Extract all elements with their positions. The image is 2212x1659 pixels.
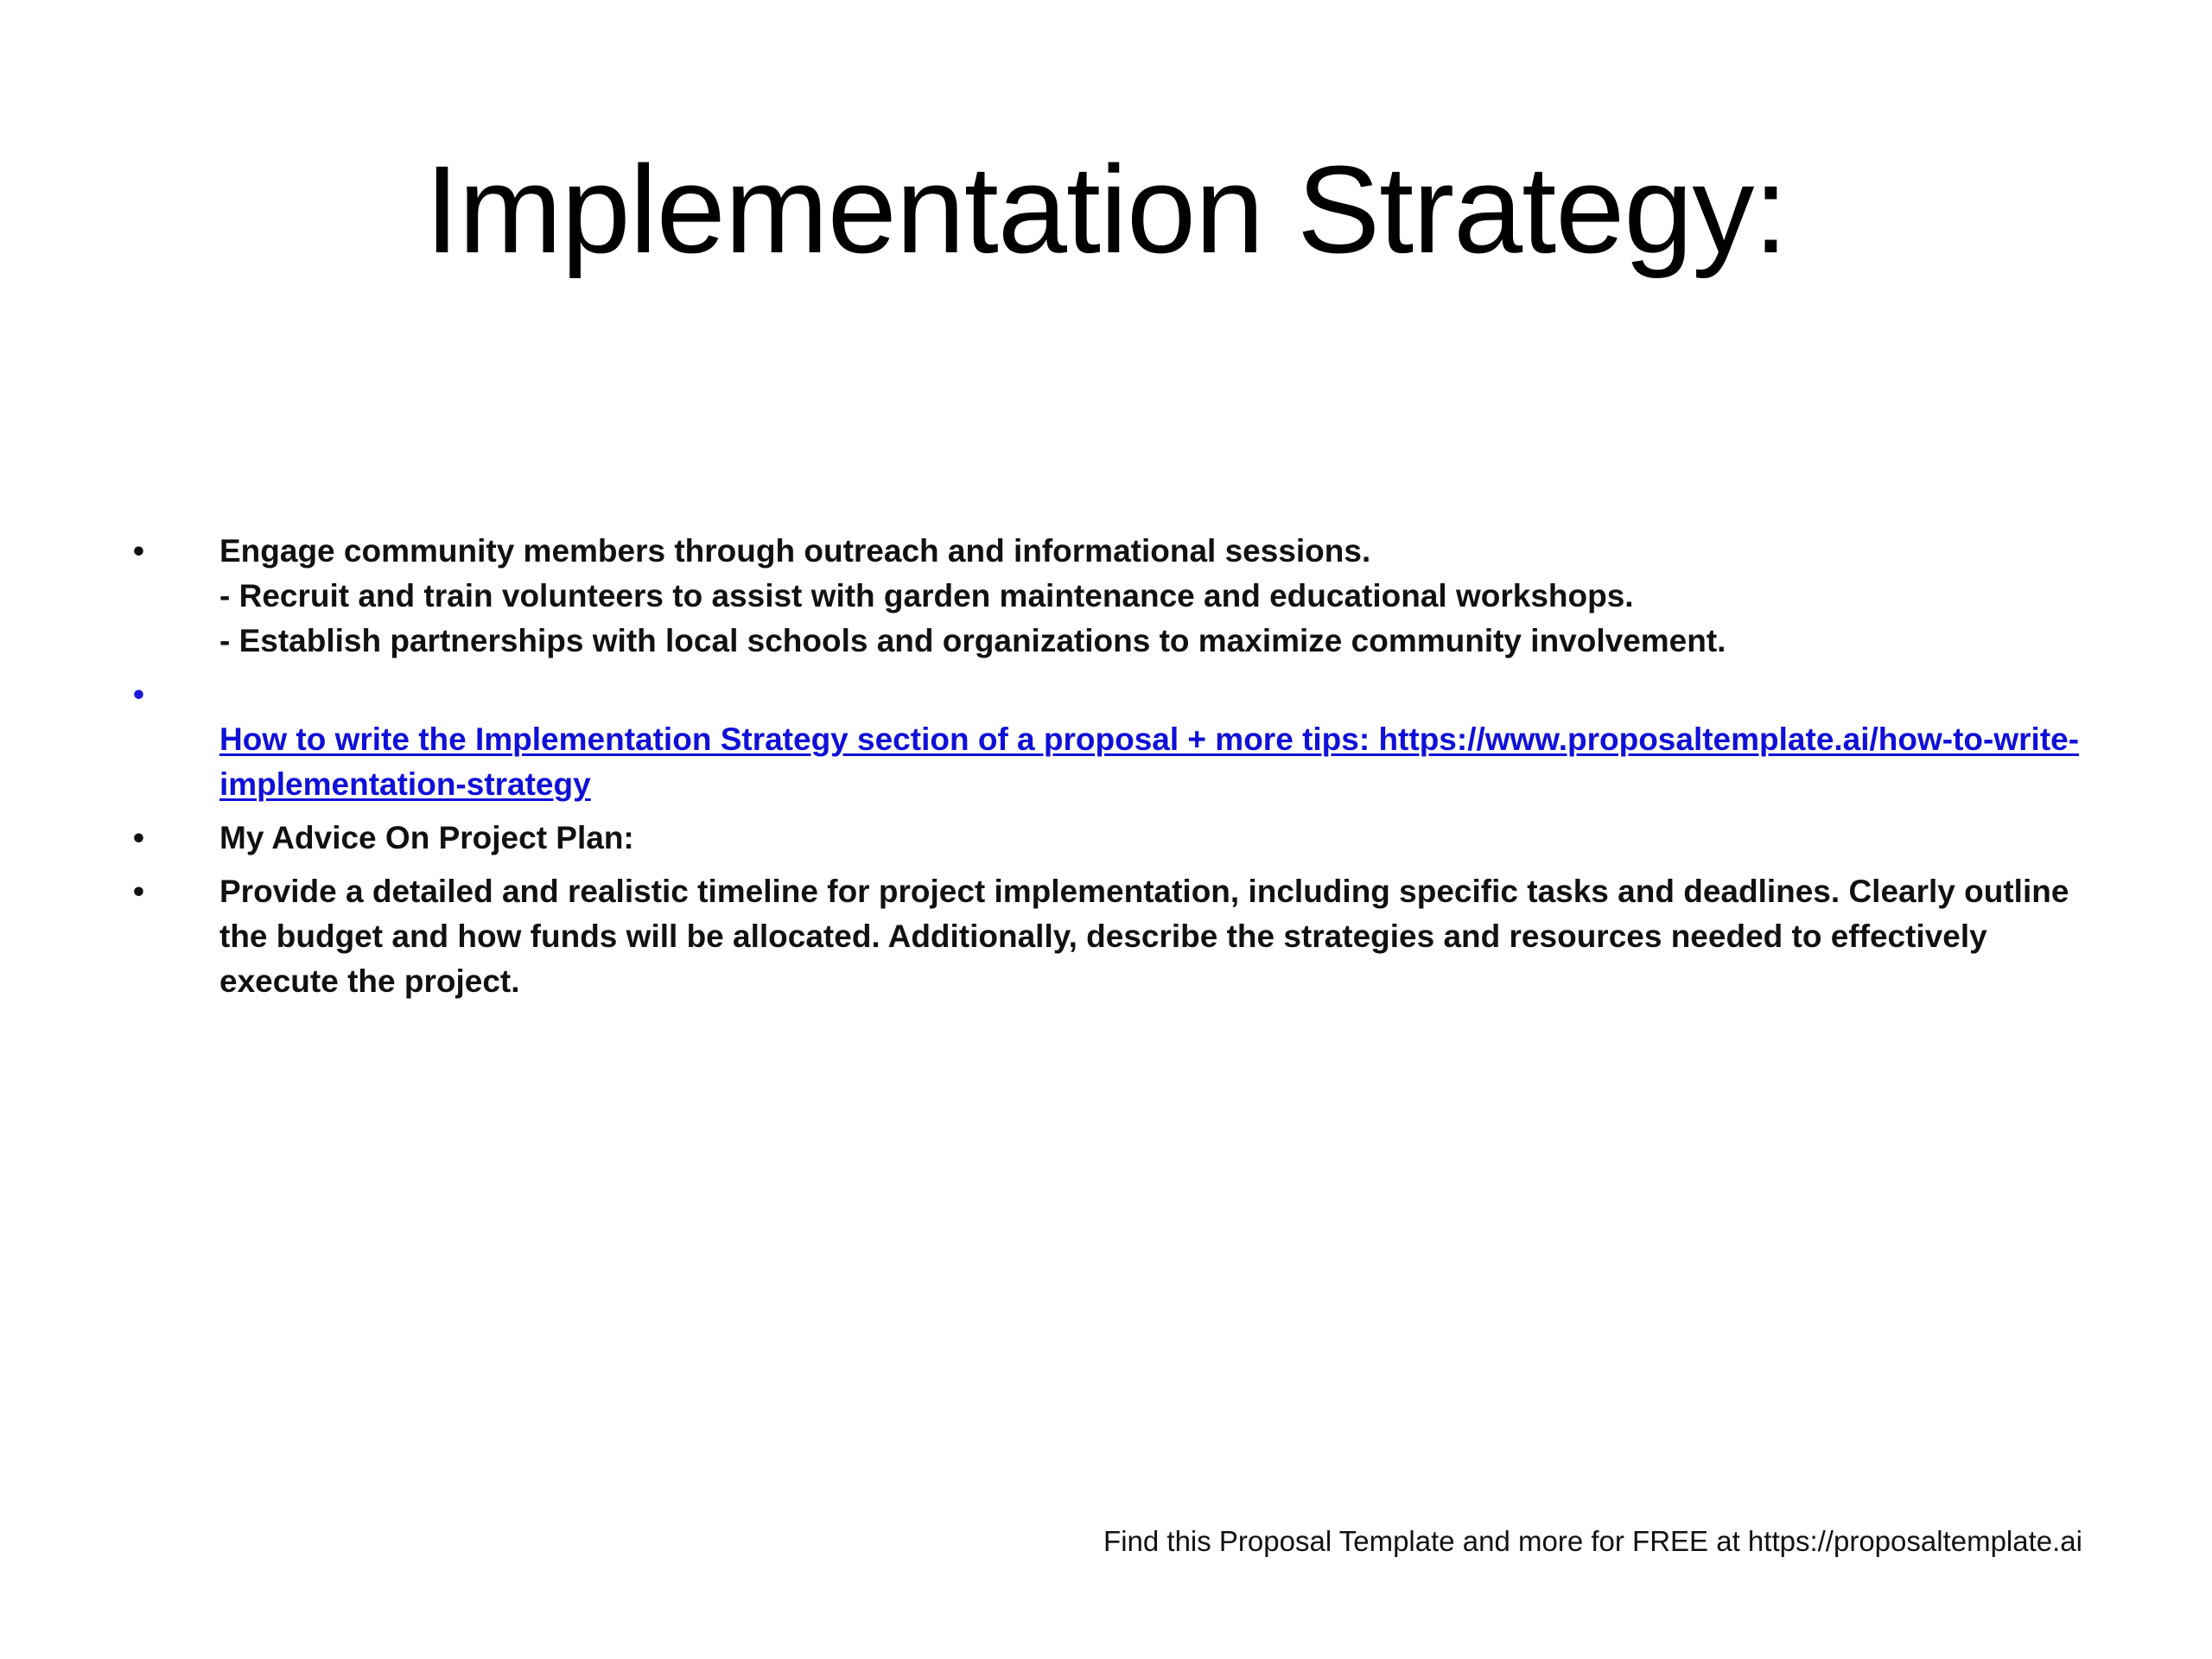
implementation-strategy-link[interactable]: How to write the Implementation Strategy section of a proposal + more tips: https://www.proposaltemplate.ai/how-to-write-implementation-strategy (219, 721, 2080, 802)
bullet-item-link (130, 672, 2100, 807)
bullet-icon: • (133, 820, 144, 855)
bullet-icon: • (133, 677, 144, 712)
slide-title: Implementation Strategy: (424, 140, 1788, 279)
bullet-item-advice-heading (130, 816, 2100, 861)
bullet-link-wrapper (219, 672, 2100, 807)
bullet-item-advice-body (130, 869, 2100, 1004)
bullet-icon: • (133, 874, 144, 909)
bullet-text: Engage community members through outreach and informational sessions. - Recruit and train volunteers to assist with garden maintenance and educational workshops. - Establish partnerships with local schools and organizations to maximize community involvement. (219, 533, 1726, 658)
bullet-item-engage (130, 529, 2100, 664)
bullet-list (130, 529, 2100, 1013)
footer-note: Find this Proposal Template and more for FREE at https://proposaltemplate.ai (1103, 1525, 2082, 1557)
bullet-text: My Advice On Project Plan: (219, 820, 634, 855)
bullet-icon: • (133, 533, 144, 569)
bullet-text: Provide a detailed and realistic timeline for project implementation, including specific tasks and deadlines. Clearly outline the budget and how funds will be allocated. Additionally, describe the strategies and resources needed to effectively execute the project. (219, 874, 2069, 999)
